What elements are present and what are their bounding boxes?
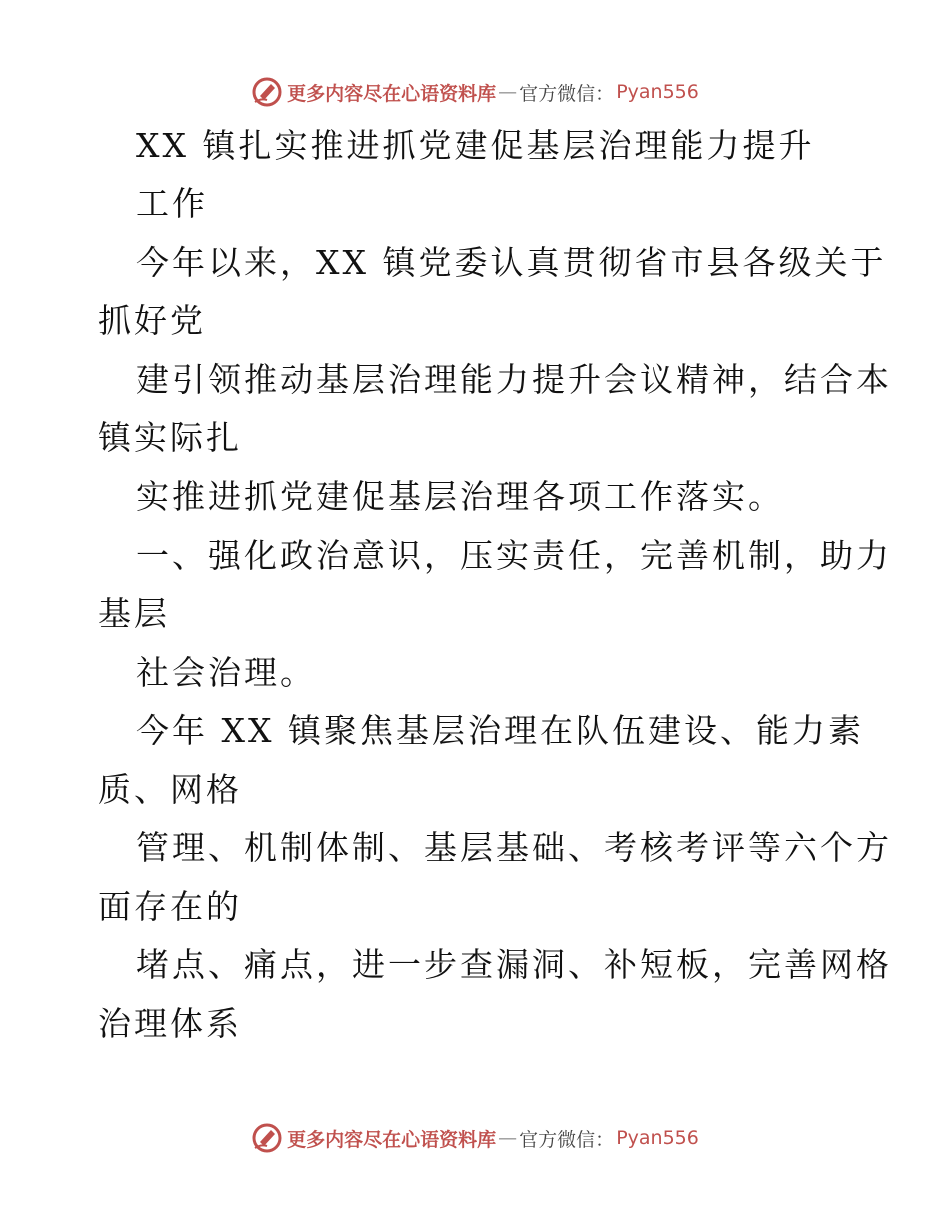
paragraph-line: 镇实际扎 [98, 418, 242, 457]
paragraph-line: 治理体系 [98, 1004, 242, 1043]
paragraph-line: 实推进抓党建促基层治理各项工作落实。 [136, 477, 784, 516]
banner-wechat-label: 官方微信： [519, 82, 615, 105]
banner-site-text: 更多内容尽在心语资料库 [287, 82, 497, 105]
brand-logo-icon [251, 1122, 283, 1154]
banner-site-text: 更多内容尽在心语资料库 [287, 1128, 497, 1151]
footer-banner [0, 1118, 950, 1158]
paragraph-line: 管理、机制体制、基层基础、考核考评等六个方 [136, 828, 892, 867]
paragraph-line: 今年以来，XX 镇党委认真贯彻省市县各级关于 [136, 243, 887, 282]
banner-wechat-id: Pyan556 [616, 1127, 699, 1149]
paragraph-line: 堵点、痛点，进一步查漏洞、补短板，完善网格 [136, 945, 892, 984]
header-banner [0, 72, 950, 112]
paragraph-line: 今年 XX 镇聚焦基层治理在队伍建设、能力素 [136, 711, 864, 750]
banner-separator: — [498, 81, 518, 103]
banner-separator: — [498, 1127, 518, 1149]
paragraph-line: 抓好党 [98, 301, 206, 340]
doc-title-line-2: 工作 [136, 184, 208, 223]
banner-wechat-id: Pyan556 [616, 81, 699, 103]
paragraph-line: 建引领推动基层治理能力提升会议精神，结合本 [136, 360, 892, 399]
banner-wechat-label: 官方微信： [519, 1128, 615, 1151]
section-heading-line: 一、强化政治意识，压实责任，完善机制，助力 [136, 536, 892, 575]
section-heading-line: 社会治理。 [136, 653, 316, 692]
brand-logo-icon [251, 76, 283, 108]
doc-title-line-1: XX 镇扎实推进抓党建促基层治理能力提升 [136, 126, 815, 165]
section-heading-line: 基层 [98, 594, 170, 633]
paragraph-line: 面存在的 [98, 887, 242, 926]
paragraph-line: 质、网格 [98, 770, 242, 809]
